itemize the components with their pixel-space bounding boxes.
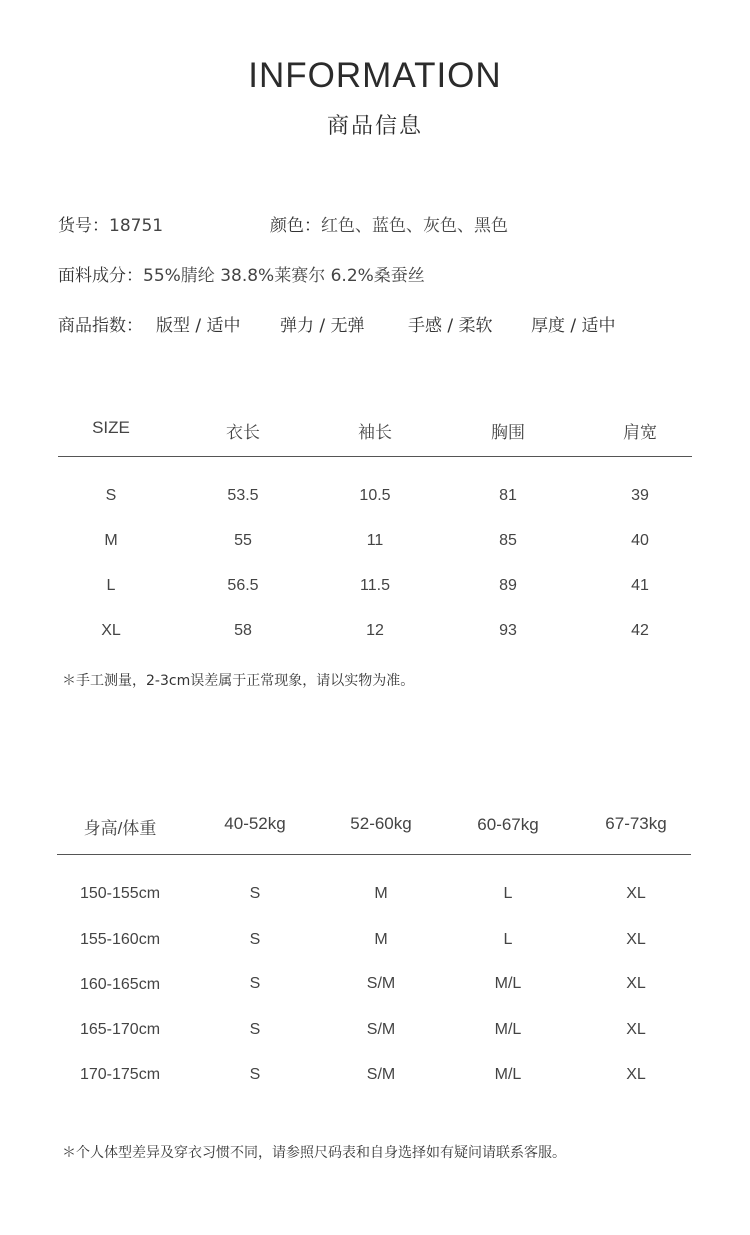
table-cell: L [503, 931, 513, 948]
table-cell: 89 [499, 577, 517, 594]
fit-table-header: 身高/体重 [83, 819, 157, 838]
page-subtitle: 商品信息 [326, 114, 423, 139]
fit-table-header: 67-73kg [605, 814, 667, 833]
table-cell: 11.5 [360, 577, 390, 594]
color-row [270, 211, 508, 236]
table-cell: S [105, 487, 117, 504]
fabric-row [58, 261, 425, 286]
table-cell: 58 [234, 622, 252, 639]
table-cell: M/L [494, 1021, 522, 1038]
table-cell: M/L [494, 1066, 522, 1083]
table-cell: 10.5 [359, 487, 391, 504]
color-label: 颜色： [270, 216, 321, 236]
index-item: 版型 / 适中 [156, 316, 241, 336]
index-item: 手感 / 柔软 [408, 316, 493, 336]
table-cell: 41 [631, 577, 649, 594]
sku-value: 18751 [109, 216, 164, 236]
table-cell: M [104, 532, 118, 549]
size-table-header: 袖长 [358, 423, 392, 442]
table-cell: 160-165cm [79, 976, 161, 993]
table-cell: S [249, 1066, 261, 1083]
fit-table-divider [57, 854, 691, 855]
index-item: 厚度 / 适中 [531, 316, 616, 336]
size-table-header: 衣长 [226, 423, 260, 442]
fit-table-header: 60-67kg [477, 815, 539, 834]
table-cell: S [249, 885, 261, 902]
table-cell: S [249, 975, 261, 992]
fabric-value: 55%腈纶 38.8%莱赛尔 6.2%桑蚕丝 [143, 266, 425, 286]
table-cell: 85 [499, 532, 517, 549]
table-cell: 40 [631, 532, 649, 549]
table-cell: M [374, 885, 388, 902]
sku-row [58, 211, 163, 236]
table-cell: XL [626, 1066, 646, 1083]
table-cell: M [374, 931, 388, 948]
index-label: 商品指数： [58, 316, 143, 336]
fit-table-header: 40-52kg [224, 814, 286, 833]
index-item: 弹力 / 无弹 [280, 316, 365, 336]
table-cell: S [249, 1021, 261, 1038]
table-cell: L [503, 885, 513, 902]
table-cell: L [106, 577, 116, 594]
table-cell: XL [626, 931, 646, 948]
table-cell: 56.5 [227, 577, 259, 594]
table-cell: 11 [366, 532, 384, 549]
fit-table-note: ＊个人体型差异及穿衣习惯不同，请参照尺码表和自身选择如有疑问请联系客服。 [62, 1145, 566, 1161]
table-cell: 42 [631, 622, 649, 639]
size-table-header: 肩宽 [623, 423, 657, 442]
table-cell: 170-175cm [79, 1066, 161, 1083]
table-cell: 155-160cm [79, 931, 161, 948]
size-table-note: ＊手工测量，2-3cm误差属于正常现象，请以实物为准。 [62, 673, 415, 689]
table-cell: S/M [366, 1021, 396, 1038]
page-title: INFORMATION [248, 56, 502, 95]
table-cell: XL [626, 885, 646, 902]
table-cell: 53.5 [227, 487, 259, 504]
table-cell: 81 [499, 487, 517, 504]
fit-table-header: 52-60kg [350, 814, 412, 833]
table-cell: S/M [366, 1066, 396, 1083]
table-cell: M/L [494, 975, 522, 992]
fabric-label: 面料成分： [58, 266, 143, 286]
table-cell: XL [101, 622, 121, 639]
table-cell: 55 [234, 532, 252, 549]
table-cell: XL [626, 975, 646, 992]
table-cell: S [249, 931, 261, 948]
table-cell: XL [626, 1021, 646, 1038]
table-cell: 39 [631, 487, 649, 504]
table-cell: 150-155cm [79, 885, 161, 902]
color-value: 红色、蓝色、灰色、黑色 [321, 216, 508, 236]
table-cell: 12 [366, 622, 384, 639]
table-cell: S/M [366, 975, 396, 992]
table-cell: 93 [499, 622, 517, 639]
table-cell: 165-170cm [79, 1021, 161, 1038]
size-table-header: 胸围 [491, 423, 525, 442]
size-table-divider [58, 456, 692, 457]
size-table-header: SIZE [92, 418, 130, 437]
index-row [58, 311, 143, 336]
sku-label: 货号： [58, 216, 109, 236]
